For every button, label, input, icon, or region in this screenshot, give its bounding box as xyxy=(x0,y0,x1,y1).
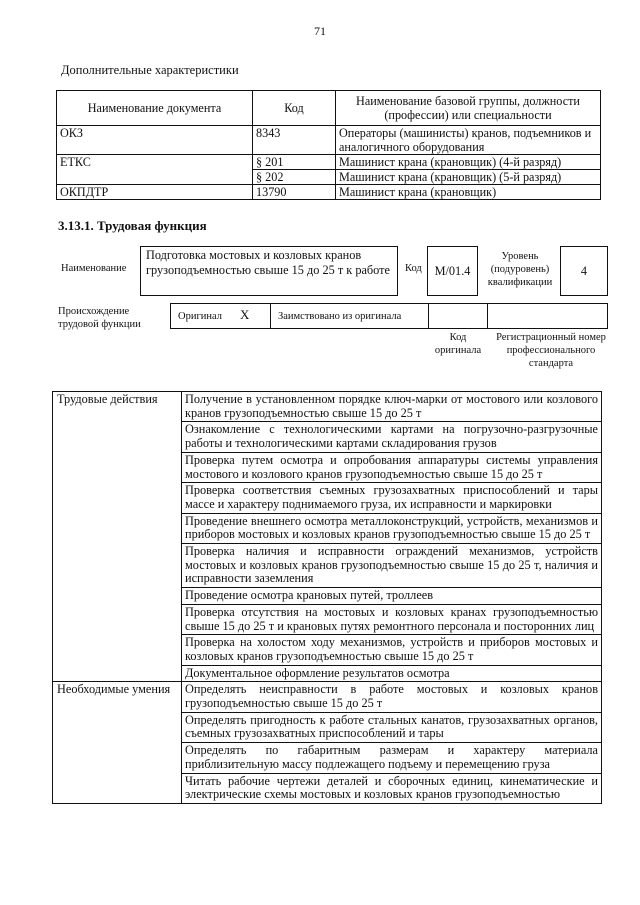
original-mark: X xyxy=(240,307,250,322)
table-header-row xyxy=(57,91,601,126)
group-cell: Операторы (машинисты) кранов, подъемников и аналогичного оборудования xyxy=(336,126,601,155)
required-skill: Определять пригодность к работе стальных канатов, грузозахватных органов, съемных грузозахватных приспособлений и тары xyxy=(182,712,602,742)
code-cell: § 201 xyxy=(253,155,336,170)
function-code-box: M/01.4 xyxy=(427,246,478,296)
labor-action: Документальное оформление результатов осмотра xyxy=(182,665,602,682)
table-row xyxy=(53,392,602,422)
code-cell: 13790 xyxy=(253,185,336,200)
labor-action: Проведение осмотра крановых путей, троллеев xyxy=(182,588,602,605)
code-cell: 8343 xyxy=(253,126,336,155)
origin-divider xyxy=(428,303,429,329)
required-skills-label: Необходимые умения xyxy=(53,682,182,804)
labor-action: Проверка отсутствия на мостовых и козловых кранах грузоподъемностью свыше 15 до 25 т и крановых путях ремонтного персонала и посторонних лиц xyxy=(182,604,602,634)
original-label: Оригинал xyxy=(178,311,222,322)
required-skill: Читать рабочие чертежи деталей и сборочных единиц, кинематические и электрические схемы мостовых и козловых кранов грузоподъемностью xyxy=(182,773,602,803)
name-label: Наименование xyxy=(61,263,127,274)
doc-cell: ОКПДТР xyxy=(57,185,253,200)
code-cell: § 202 xyxy=(253,170,336,185)
header-document-name: Наименование документа xyxy=(57,91,253,126)
required-skill: Определять по габаритным размерам и характеру материала приблизительную массу подлежащего подъему и перемещению груза xyxy=(182,743,602,773)
group-cell: Машинист крана (крановщик) (4-й разряд) xyxy=(336,155,601,170)
group-cell: Машинист крана (крановщик) xyxy=(336,185,601,200)
origin-divider xyxy=(487,303,488,329)
header-group-name: Наименование базовой группы, должности (профессии) или специальности xyxy=(336,91,601,126)
table-row xyxy=(53,682,602,712)
labor-action: Получение в установленном порядке ключ-марки от мостового или козлового кранов грузоподъемностью свыше 15 до 25 т xyxy=(182,392,602,422)
registration-number-caption: Регистрационный номер профессионального стандарта xyxy=(496,332,606,369)
section-title: 3.13.1. Трудовая функция xyxy=(58,218,207,233)
doc-cell: ЕТКС xyxy=(57,155,253,185)
origin-divider xyxy=(270,303,271,329)
qualification-level-box: 4 xyxy=(560,246,608,296)
labor-function-table xyxy=(52,391,602,804)
borrowed-label: Заимствовано из оригинала xyxy=(278,311,402,322)
labor-action: Проверка путем осмотра и опробования аппаратуры системы управления мостового и козлового кранов грузоподъемностью свыше 15 до 25 т xyxy=(182,452,602,482)
page-number: 71 xyxy=(314,24,326,38)
origin-label: Происхождение трудовой функции xyxy=(58,306,141,330)
table-row xyxy=(57,155,601,170)
labor-action: Проверка на холостом ходу механизмов, устройств и приборов мостовых и козловых кранов грузоподъемностью свыше 15 до 25 т xyxy=(182,635,602,665)
required-skill: Определять неисправности в работе мостовых и козловых кранов грузоподъемностью свыше 15 до 25 т xyxy=(182,682,602,712)
additional-characteristics-table xyxy=(56,90,601,200)
table-row xyxy=(57,126,601,155)
labor-action: Проверка наличия и исправности ограждений механизмов, устройств мостовых и козловых кранов грузоподъемностью свыше 15 до 25 т, наличия и исправности заземления xyxy=(182,544,602,588)
additional-characteristics-heading: Дополнительные характеристики xyxy=(61,63,239,77)
labor-actions-label: Трудовые действия xyxy=(53,392,182,682)
group-cell: Машинист крана (крановщик) (5-й разряд) xyxy=(336,170,601,185)
code-label: Код xyxy=(405,263,422,274)
function-name-box: Подготовка мостовых и козловых кранов грузоподъемностью свыше 15 до 25 т к работе xyxy=(140,246,398,296)
qualification-level-label: Уровень (подуровень) квалификации xyxy=(487,251,553,288)
header-code: Код xyxy=(253,91,336,126)
doc-cell: ОКЗ xyxy=(57,126,253,155)
table-row xyxy=(57,185,601,200)
labor-action: Ознакомление с технологическими картами на погрузочно-разгрузочные работы и технологическими картами складирования грузов xyxy=(182,422,602,452)
labor-action: Проведение внешнего осмотра металлоконструкций, устройств, механизмов и приборов мостовых и козловых кранов грузоподъемностью свыше 15 до 25 т xyxy=(182,513,602,543)
original-code-caption: Код оригинала xyxy=(434,332,482,356)
labor-action: Проверка соответствия съемных грузозахватных приспособлений и тары массе и характеру поднимаемого груза, их исправности и маркировки xyxy=(182,483,602,513)
